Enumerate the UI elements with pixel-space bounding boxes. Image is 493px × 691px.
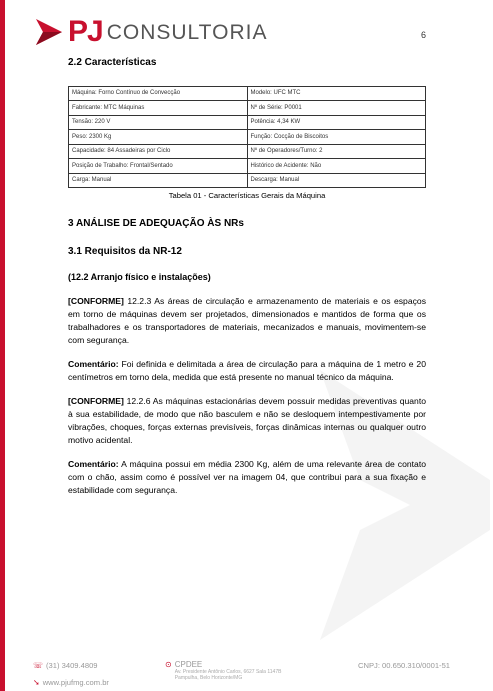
table-cell: Capacidade: 84 Assadeiras por Ciclo — [69, 144, 248, 159]
paragraph-lead: Comentário: — [68, 358, 119, 369]
footer-org: CPDEE — [174, 660, 203, 669]
page-header — [32, 12, 267, 52]
paragraph-lead: Comentário: — [68, 458, 119, 469]
page-number: 6 — [420, 30, 426, 40]
table-cell: Potência: 4,34 KW — [247, 115, 426, 130]
footer-address-line-2: Pampulha, Belo Horizonte/MG — [174, 675, 243, 681]
subsection-heading: (12.2 Arranjo físico e instalações) — [68, 271, 211, 282]
phone-icon: ☏ — [33, 661, 44, 670]
section-heading-3: 3 ANÁLISE DE ADEQUAÇÃO ÀS NRs — [68, 218, 244, 230]
table-cell: Peso: 2300 Kg — [69, 130, 248, 145]
table-cell: Máquina: Forno Contínuo de Convecção — [69, 86, 248, 101]
section-heading-2-2: 2.2 Características — [68, 57, 157, 68]
table-row — [69, 86, 426, 101]
paragraph-text: Foi definida e delimitada a área de circulação para a máquina de 1 metro e 20 centímetros em torno dela, medida que está presente no manual técnico da máquina. — [68, 358, 426, 382]
table-cell: Descarga: Manual — [247, 173, 426, 188]
table-cell: Posição de Trabalho: Frontal/Sentado — [69, 159, 248, 174]
document-body — [68, 56, 426, 508]
table-row — [69, 144, 426, 159]
specs-table — [68, 86, 426, 189]
table-cell: Modelo: UFC MTC — [247, 86, 426, 101]
paragraph-text: 12.2.3 As áreas de circulação e armazenamento de materiais e os espaços em torno de máquinas devem ser projetados, dimensionados e mantidos de forma que os trabalhadores e os transportadores de materiais, mecanizados e manuais, movimentem-se com segurança. — [68, 295, 426, 345]
page-footer — [0, 658, 493, 691]
logo-pj: PJ — [68, 15, 103, 48]
paragraph-lead: [CONFORME] — [68, 295, 124, 306]
table-cell: Histórico de Acidente: Não — [247, 159, 426, 174]
paragraph-text: 12.2.6 As máquinas estacionárias devem possuir medidas preventivas quanto à sua estabilidade, de modo que não basculem e não se desloquem intempestivamente por vibrações, choques, forças externas previsíveis, forças dinâmicas internas ou qualquer outro motivo acidental. — [68, 395, 426, 445]
table-caption: Tabela 01 - Características Gerais da Máquina — [168, 191, 326, 201]
footer-website[interactable] — [33, 678, 109, 687]
footer-website-text[interactable]: www.pjufmg.com.br — [42, 678, 109, 687]
cursor-icon: ➘ — [33, 678, 40, 687]
table-row — [69, 101, 426, 116]
table-cell: Nº de Operadores/Turno: 2 — [247, 144, 426, 159]
left-brand-band — [0, 0, 5, 691]
table-cell: Nº de Série: P0001 — [247, 101, 426, 116]
table-cell: Fabricante: MTC Máquinas — [69, 101, 248, 116]
footer-phone — [33, 661, 98, 670]
footer-address — [165, 660, 281, 681]
table-row — [69, 115, 426, 130]
table-cell: Tensão: 220 V — [69, 115, 248, 130]
paragraph-conforme-12-2-6 — [68, 395, 426, 447]
footer-cnpj — [358, 661, 450, 670]
section-heading-3-1: 3.1 Requisitos da NR-12 — [68, 246, 182, 257]
logo-consultoria: CONSULTORIA — [106, 20, 268, 44]
paragraph-comment-2 — [68, 458, 426, 497]
logo-arrow-icon — [32, 15, 66, 49]
table-row — [69, 130, 426, 145]
paragraph-lead: [CONFORME] — [68, 395, 124, 406]
table-row — [69, 173, 426, 188]
table-cell: Carga: Manual — [69, 173, 248, 188]
footer-phone-text: (31) 3409.4809 — [46, 661, 98, 670]
paragraph-text: A máquina possui em média 2300 Kg, além de uma relevante área de contato com o chão, assim como é possível ver na imagem 04, que contribui para a sua fixação e estabilidade com segurança. — [68, 458, 426, 495]
table-cell: Função: Cocção de Biscoitos — [247, 130, 426, 145]
footer-cnpj-text: CNPJ: 00.650.310/0001-51 — [358, 661, 451, 670]
footer-address-line-1: Av. Presidente Antônio Carlos, 6627 Sala 1147B — [174, 669, 282, 675]
location-pin-icon: ⊙ — [165, 660, 172, 669]
table-row — [69, 159, 426, 174]
paragraph-conforme-12-2-3 — [68, 295, 426, 347]
paragraph-comment-1 — [68, 358, 426, 384]
